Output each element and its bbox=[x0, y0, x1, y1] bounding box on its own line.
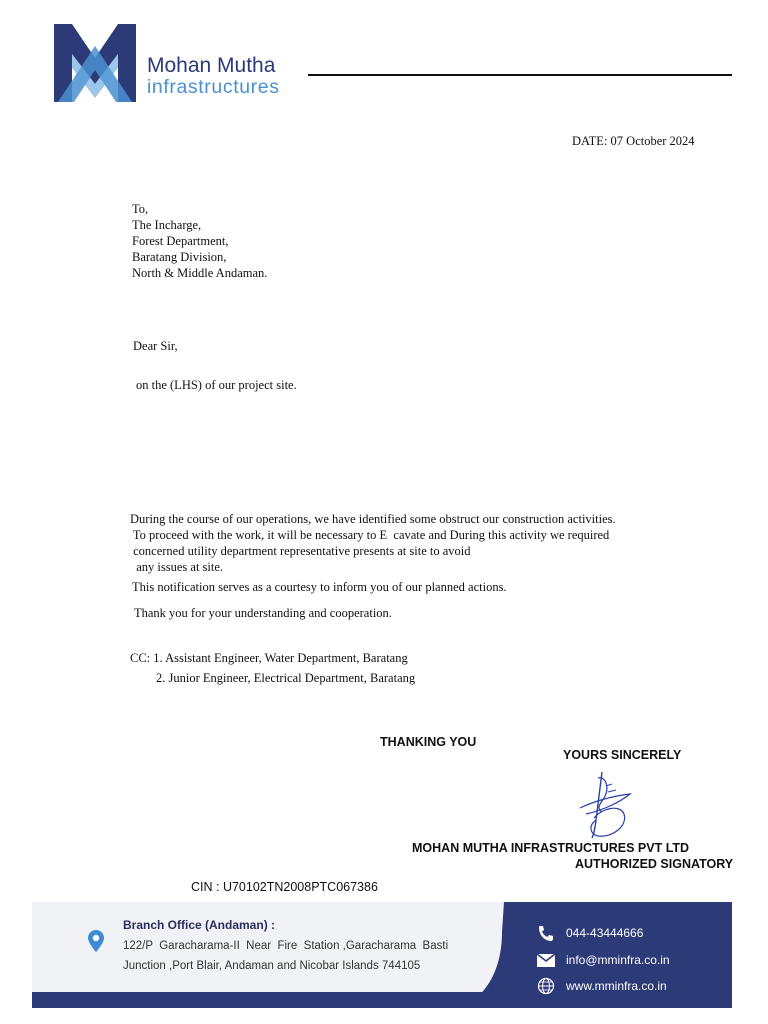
branch-office-title: Branch Office (Andaman) : bbox=[123, 918, 276, 932]
recipient-address bbox=[132, 201, 267, 281]
brand-subtitle: infrastructures bbox=[147, 76, 280, 98]
letter-date: DATE: 07 October 2024 bbox=[572, 134, 695, 148]
cc-list bbox=[130, 650, 415, 686]
body-fragment: on the (LHS) of our project site. bbox=[136, 378, 297, 392]
address-line: Baratang Division, bbox=[132, 250, 227, 264]
envelope-icon bbox=[536, 951, 556, 969]
signature-icon bbox=[572, 768, 638, 842]
globe-icon bbox=[536, 977, 556, 995]
designation: AUTHORIZED SIGNATORY bbox=[575, 857, 734, 871]
body-line: any issues at site. bbox=[130, 560, 224, 574]
thanks-text: Thank you for your understanding and cooperation. bbox=[134, 606, 392, 620]
branch-address-line: Junction ,Port Blair, Andaman and Nicobar Islands 744105 bbox=[123, 960, 421, 972]
phone-row bbox=[536, 923, 643, 943]
address-line: To, bbox=[132, 202, 149, 216]
thanking-you: THANKING YOU bbox=[380, 735, 477, 749]
address-line: The Incharge, bbox=[132, 218, 202, 232]
website-url[interactable]: www.mminfra.co.in bbox=[566, 979, 667, 993]
branch-address-line: 122/P Garacharama-II Near Fire Station ,Garacharama Basti bbox=[123, 940, 449, 952]
notification-text: This notification serves as a courtesy to inform you of our planned actions. bbox=[132, 580, 507, 594]
email-address[interactable]: info@mminfra.co.in bbox=[566, 953, 670, 967]
header-divider bbox=[308, 74, 732, 76]
salutation: Dear Sir, bbox=[133, 339, 178, 353]
cin-number: CIN : U70102TN2008PTC067386 bbox=[191, 880, 378, 894]
company-logo-icon bbox=[54, 24, 136, 102]
branch-office-address bbox=[123, 936, 493, 976]
website-row bbox=[536, 976, 667, 996]
body-line: During the course of our operations, we have identified some obstruct our construction activities. bbox=[130, 512, 616, 526]
phone-icon bbox=[536, 924, 556, 942]
address-line: Forest Department, bbox=[132, 234, 229, 248]
body-paragraph bbox=[130, 511, 690, 575]
phone-number: 044-43444666 bbox=[566, 926, 644, 940]
cc-line: CC: 1. Assistant Engineer, Water Department, Baratang bbox=[130, 651, 408, 665]
body-line: To proceed with the work, it will be necessary to E cavate and During this activity we required bbox=[130, 528, 610, 542]
email-row bbox=[536, 950, 670, 970]
body-line: concerned utility department representative presents at site to avoid bbox=[130, 544, 471, 558]
cc-line: 2. Junior Engineer, Electrical Department, Baratang bbox=[156, 671, 416, 685]
brand-name: Mohan Mutha bbox=[147, 54, 276, 77]
address-line: North & Middle Andaman. bbox=[132, 266, 268, 280]
yours-sincerely: YOURS SINCERELY bbox=[563, 748, 682, 762]
company-name: MOHAN MUTHA INFRASTRUCTURES PVT LTD bbox=[412, 841, 690, 855]
location-pin-icon bbox=[88, 930, 104, 952]
